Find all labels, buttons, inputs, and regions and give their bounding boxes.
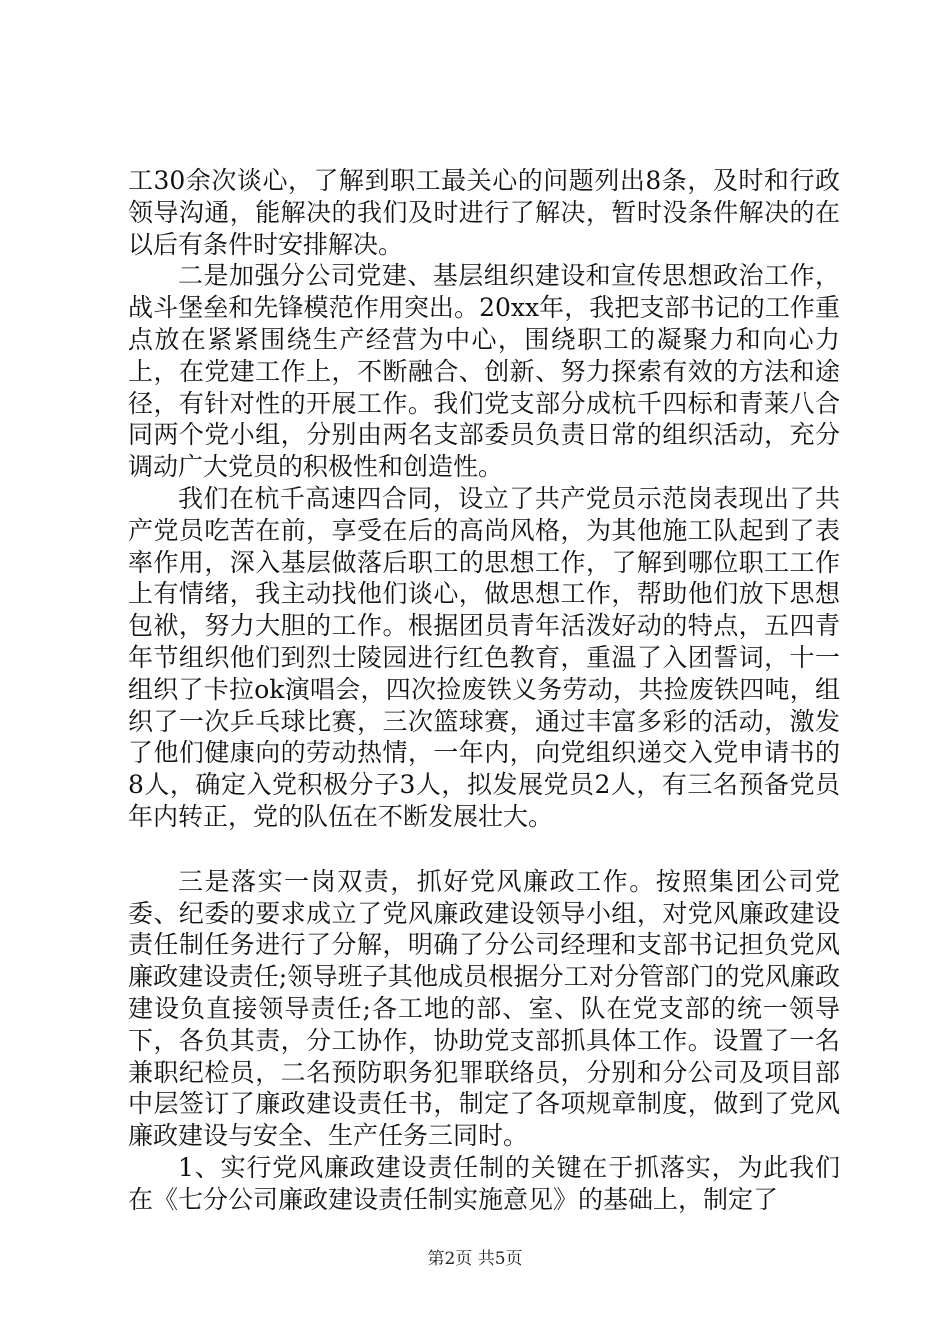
document-body	[128, 165, 840, 1216]
paragraph-5: 1、实行党风廉政建设责任制的关键在于抓落实，为此我们在《七分公司廉政建设责任制实施意见》的基础上，制定了	[128, 1152, 840, 1214]
paragraph-4: 三是落实一岗双责，抓好党风廉政工作。按照集团公司党委、纪委的要求成立了党风廉政建设领导小组，对党风廉政建设责任制任务进行了分解，明确了分公司经理和支部书记担负党风廉政建设责任;领导班子其他成员根据分工对分管部门的党风廉政建设负直接领导责任;各工地的部、室、队在党支部的统一领导下，各负其责，分工协作，协助党支部抓具体工作。设置了一名兼职纪检员，二名预防职务犯罪联络员，分别和分公司及项目部中层签订了廉政建设责任书，制定了各项规章制度，做到了党风廉政建设与安全、生产任务三同时。	[128, 866, 840, 1151]
paragraph-1: 工30余次谈心，了解到职工最关心的问题列出8条，及时和行政领导沟通，能解决的我们及时进行了解决，暂时没条件解决的在以后有条件时安排解决。	[128, 166, 840, 259]
paragraph-3: 我们在杭千高速四合同，设立了共产党员示范岗表现出了共产党员吃苦在前，享受在后的高尚风格，为其他施工队起到了表率作用，深入基层做落后职工的思想工作，了解到哪位职工工作上有情绪，我主动找他们谈心，做思想工作，帮助他们放下思想包袱，努力大胆的工作。根据团员青年活泼好动的特点，五四青年节组织他们到烈士陵园进行红色教育，重温了入团誓词，十一组织了卡拉ok演唱会，四次捡废铁义务劳动，共捡废铁四吨，组织了一次乒乓球比赛，三次篮球赛，通过丰富多彩的活动，激发了他们健康向的劳动热情，一年内，向党组织递交入党申请书的8人，确定入党积极分子3人，拟发展党员2人，有三名预备党员年内转正，党的队伍在不断发展壮大。	[128, 483, 840, 831]
paragraph-2: 二是加强分公司党建、基层组织建设和宣传思想政治工作，战斗堡垒和先锋模范作用突出。20xx年，我把支部书记的工作重点放在紧紧围绕生产经营为中心，围绕职工的凝聚力和向心力上，在党建工作上，不断融合、创新、努力探索有效的方法和途径，有针对性的开展工作。我们党支部分成杭千四标和青莱八合同两个党小组，分别由两名支部委员负责日常的组织活动，充分调动广大党员的积极性和创造性。	[128, 261, 840, 482]
page-number-footer: 第2页 共5页	[427, 1249, 523, 1269]
